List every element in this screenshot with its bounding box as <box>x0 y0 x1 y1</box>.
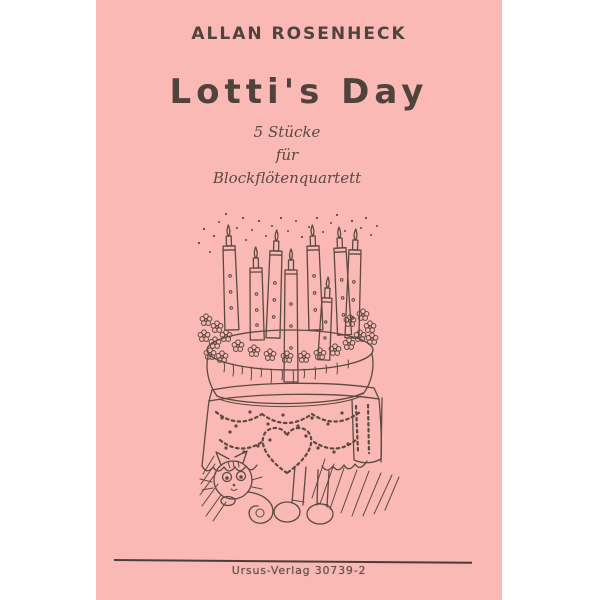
subtitle-line-for: für <box>275 146 299 164</box>
sparkle-dots <box>198 213 378 253</box>
publisher-plate-number: Ursus-Verlag 30739-2 <box>231 564 367 577</box>
subtitle-line-ensemble: Blockflötenquartett <box>212 169 362 187</box>
cover-page <box>96 0 502 600</box>
toy-legs <box>274 466 333 524</box>
candles <box>221 225 362 382</box>
heart-motif <box>263 428 311 473</box>
footer-rule <box>114 559 472 563</box>
subtitle-line-pieces: 5 Stücke <box>253 123 321 141</box>
cover-illustration <box>190 206 405 533</box>
subtitle <box>84 121 490 190</box>
page-title: Lotti's Day <box>169 72 429 112</box>
author-name: ALLAN ROSENHECK <box>191 24 407 44</box>
